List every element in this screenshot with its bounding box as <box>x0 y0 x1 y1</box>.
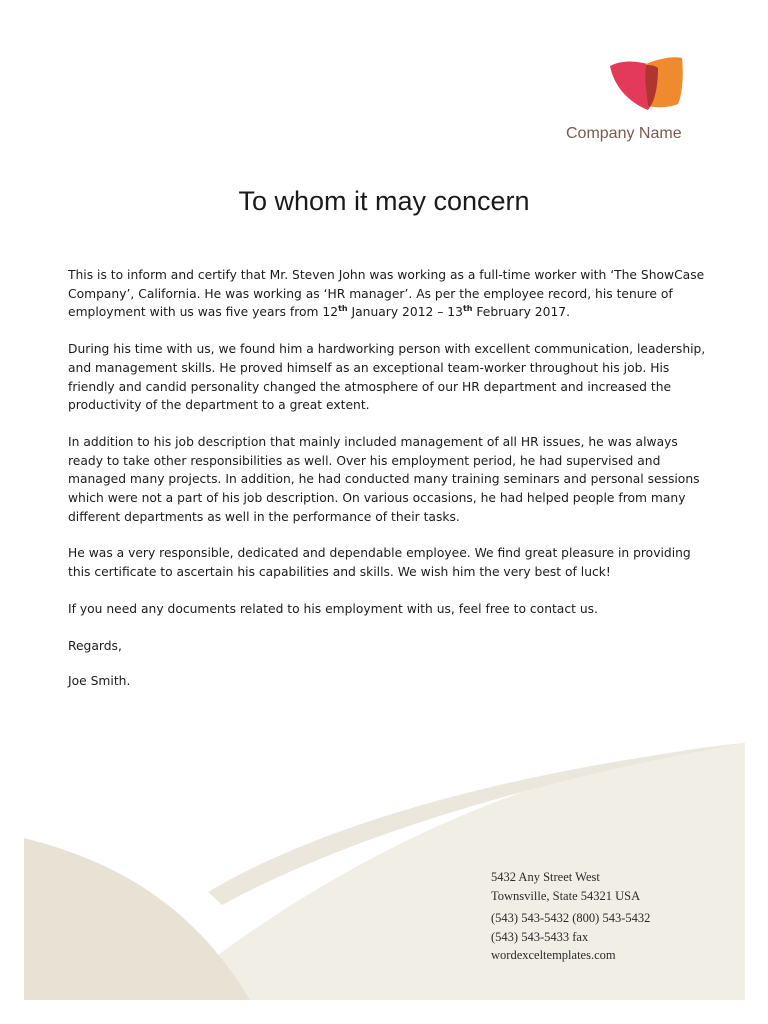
paragraph-1-text-c: February 2017. <box>472 305 570 320</box>
letter-body <box>68 266 708 709</box>
address-line-1: 5432 Any Street West <box>491 870 600 884</box>
closing: Regards, <box>68 638 122 653</box>
paragraph-4: He was a very responsible, dedicated and dependable employee. We find great pleasure in providing this certificate to ascertain his capabilities and skills. We wish him the very best of luck! <box>68 546 691 580</box>
website-link[interactable]: wordexceltemplates.com <box>491 948 616 962</box>
paragraph-3: In addition to his job description that mainly included management of all HR issues, he was always ready to take other responsibilities as well. Over his employment period, he had supervised and managed many projects. In addition, he had conducted many training seminars and personal sessions which were not a part of his job description. On various occasions, he had helped people from many different departments as well in the performance of their tasks. <box>68 434 700 524</box>
footer-contact-block <box>491 868 650 965</box>
paragraph-1-text-b: January 2012 – 13 <box>347 305 463 320</box>
company-logo-icon <box>606 56 686 112</box>
phone-line: (543) 543-5432 (800) 543-5432 <box>491 911 651 925</box>
swoosh-dark <box>24 838 250 1000</box>
signature: Joe Smith. <box>68 674 131 689</box>
paragraph-2: During his time with us, we found him a hardworking person with excellent communication, leadership, and management skills. He proved himself as an exceptional team-worker throughout his job. His friendly and candid personality changed the atmosphere of our HR department and increased the productivity of the department to a great extent. <box>68 342 706 413</box>
letter-title: To whom it may concern <box>238 186 530 216</box>
paragraph-1-text-a: This is to inform and certify that Mr. Steven John was working as a full-time worker with ‘The ShowCase Company’, California. He was working as ‘HR manager’. As per the employee record, his tenure of employment with us was five years from 12 <box>68 268 705 320</box>
ordinal-suffix: th <box>338 304 348 314</box>
fax-line: (543) 543-5433 fax <box>491 929 589 944</box>
paragraph-5: If you need any documents related to his employment with us, feel free to contact us. <box>68 601 598 616</box>
company-name: Company Name <box>566 125 682 142</box>
ordinal-suffix: th <box>462 304 473 314</box>
address-line-2: Townsville, State 54321 USA <box>491 888 641 903</box>
paragraph-1 <box>68 266 708 322</box>
